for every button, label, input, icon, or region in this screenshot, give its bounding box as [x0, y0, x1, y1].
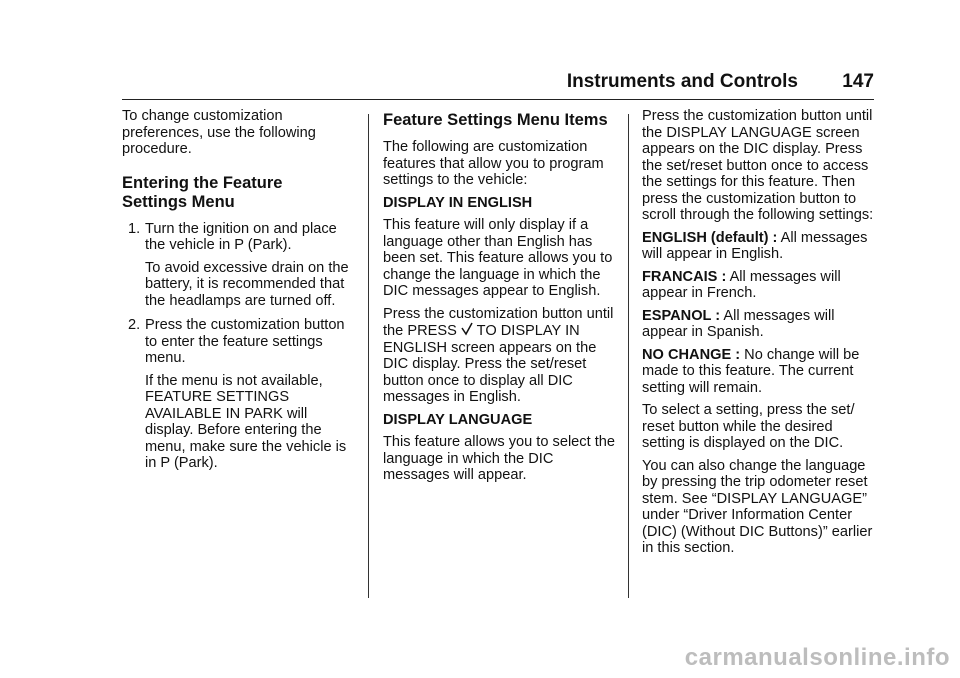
step-item: [122, 221, 358, 310]
option-no-change: NO CHANGE : No change will be made to this feature. The current setting will remain.: [642, 346, 860, 396]
language-instruction: Press the customization button until the DISPLAY LANGUAGE screen appears on the DIC display. Press the set/reset button once to access the settings for this feature. Then press the customization button to scroll through the following settings:: [642, 108, 874, 223]
item-title-display-language: DISPLAY LANGUAGE: [383, 411, 533, 428]
step-text: Press the customization button to enter the feature settings menu.: [145, 317, 345, 366]
section-heading-menu-items: Feature Settings Menu Items: [383, 111, 608, 129]
step-note: If the menu is not available, FEATURE SETTINGS AVAILABLE IN PARK will display. Before entering the menu, make sure the vehicle is in P (Park).: [145, 372, 347, 471]
item-description-display-language: This feature allows you to select the language in which the DIC messages will appear.: [383, 434, 615, 483]
column-divider-1: [368, 114, 369, 598]
column-2: [383, 108, 615, 490]
page-header: [122, 68, 874, 96]
step-text: Turn the ignition on and place the vehicle in P (Park).: [145, 220, 337, 253]
column-1: [122, 108, 358, 480]
option-espanol: ESPANOL : All messages will appear in Spanish.: [642, 307, 835, 340]
checkmark-icon: [461, 322, 473, 336]
procedure-steps: [122, 221, 358, 472]
step-number: 1.: [128, 220, 141, 237]
item-title-display-in-english: DISPLAY IN ENGLISH: [383, 194, 533, 211]
alternate-method-text: You can also change the language by pressing the trip odometer reset stem. See “DISPLAY LANGUAGE” under “Driver Information Center (DIC) (Without DIC Buttons)” earlier in this section.: [642, 457, 873, 556]
option-english: ENGLISH (default) : All messages will appear in English.: [642, 229, 868, 262]
step-note: To avoid excessive drain on the battery, it is recommended that the headlamps are turned off.: [145, 259, 349, 309]
watermark: carmanualsonline.info: [684, 644, 950, 671]
select-setting-text: To select a setting, press the set/ reset button while the desired setting is displayed on the DIC.: [642, 402, 855, 451]
header-divider: [122, 99, 874, 100]
press-instruction: Press the customization button until the PRESS TO DISPLAY IN ENGLISH screen appears on the DIC display. Press the set/reset button once to display all DIC messages in English.: [383, 305, 614, 405]
column-divider-2: [628, 114, 629, 598]
step-item: [122, 317, 358, 472]
step-number: 2.: [128, 317, 141, 333]
menu-items-intro: The following are customization features that allow you to program settings to the vehicle:: [383, 139, 604, 188]
intro-paragraph: To change customization preferences, use the following procedure.: [122, 108, 316, 157]
column-3: [642, 108, 878, 563]
option-francais: FRANCAIS : All messages will appear in French.: [642, 268, 841, 301]
page-number: 147: [842, 71, 874, 92]
section-title: Instruments and Controls: [566, 71, 798, 92]
item-description-display-in-english: This feature will only display if a language other than English has been set. This feature allows you to change the language in which the DIC messages appear to English.: [383, 217, 613, 299]
section-heading-entering: Entering the Feature Settings Menu: [122, 173, 283, 211]
